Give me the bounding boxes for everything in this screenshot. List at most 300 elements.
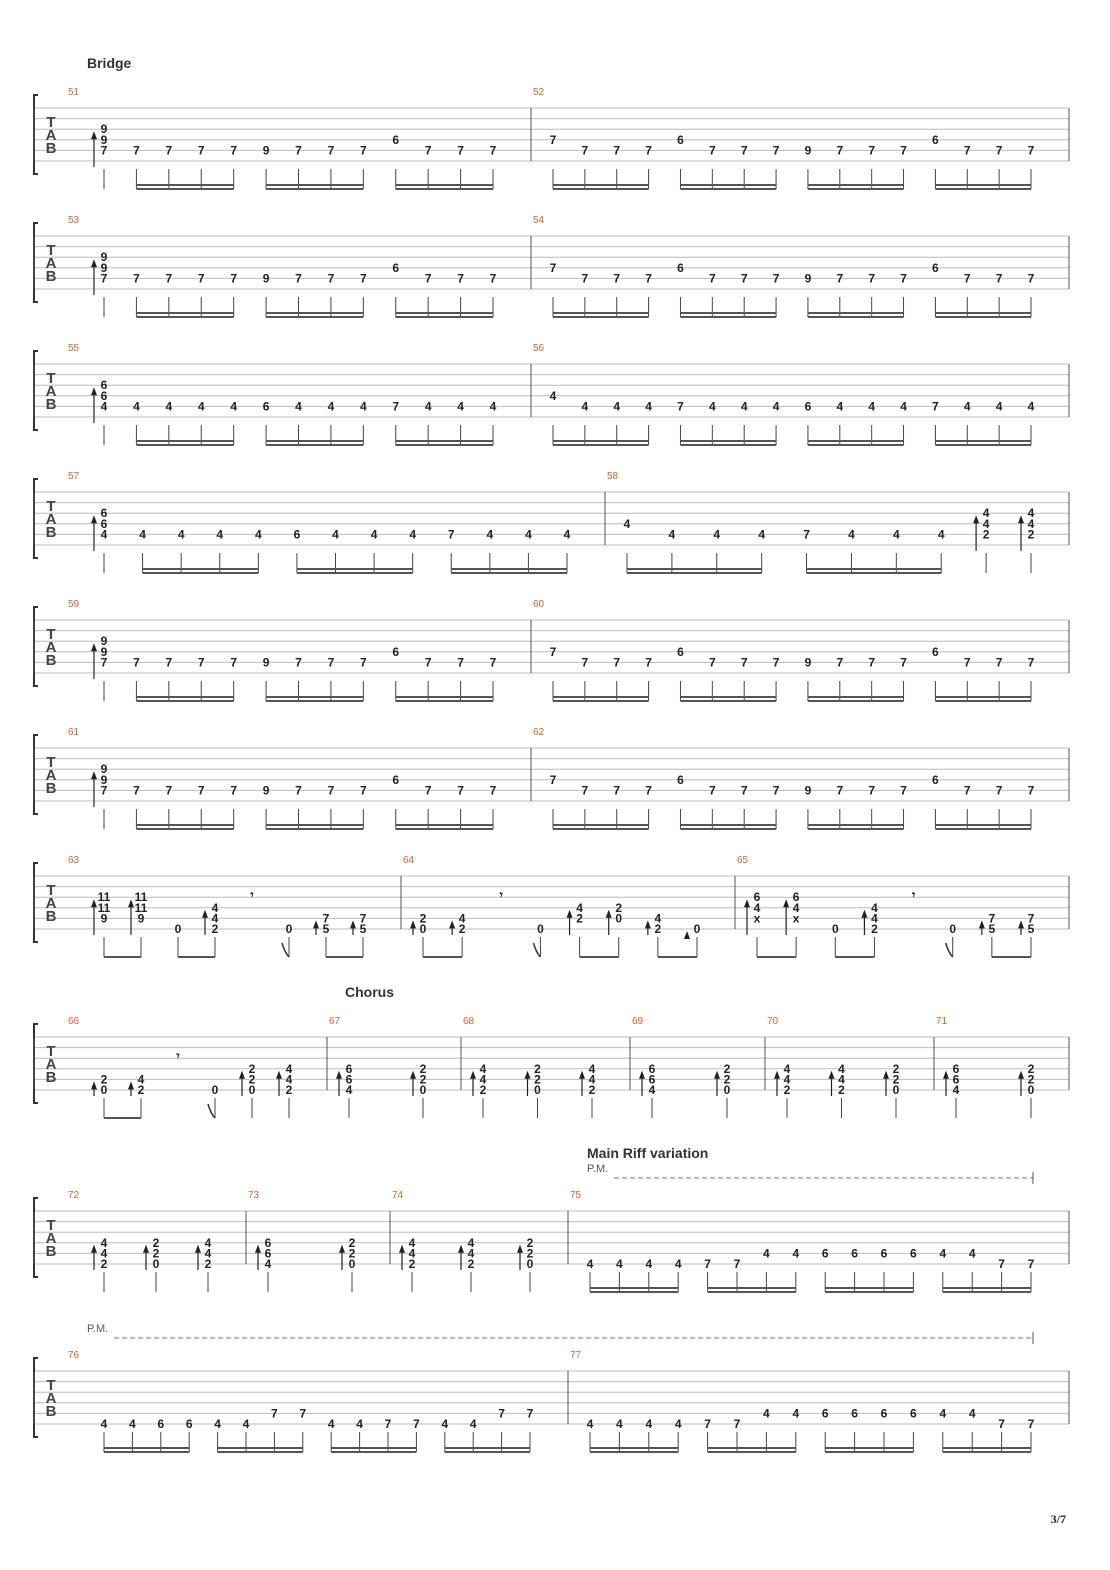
system-bracket: [34, 863, 38, 942]
fret-number: 4: [838, 1072, 845, 1087]
fret-number: 4: [586, 1417, 594, 1431]
fret-number: 4: [204, 1235, 212, 1250]
fret-number: 2: [723, 1061, 731, 1076]
fret-number: 5: [322, 922, 330, 936]
fret-number: 6: [392, 260, 400, 275]
fret-number: 4: [763, 1246, 770, 1261]
fret-number: 5: [1027, 922, 1035, 936]
fret-number: 7: [772, 143, 780, 158]
system-bracket: [34, 351, 38, 430]
fret-number: 11: [134, 900, 148, 915]
fret-number: 4: [871, 911, 878, 926]
fret-number: 4: [133, 399, 140, 414]
fret-number: 2: [588, 1083, 596, 1097]
fret-number: 6: [264, 1246, 272, 1261]
fret-number: 9: [262, 271, 270, 286]
fret-number: 6: [157, 1417, 165, 1431]
fret-number: 7: [359, 655, 367, 670]
fret-number: 6: [392, 772, 400, 787]
fret-number: 4: [254, 527, 262, 542]
fret-number: 7: [708, 271, 716, 286]
measure-number: 68: [463, 1016, 475, 1027]
fret-number: 7: [489, 143, 497, 158]
fret-number: 4: [563, 527, 571, 542]
fret-number: 4: [645, 1257, 653, 1271]
fret-number: 7: [772, 655, 780, 670]
fret-number: 2: [204, 1257, 212, 1271]
section-label: Bridge: [87, 55, 132, 71]
measure-number: 57: [68, 471, 80, 482]
fret-number: 6: [185, 1417, 193, 1431]
fret-number: 4: [648, 1083, 656, 1097]
eighth-rest: 𝄾: [250, 888, 254, 903]
fret-number: 7: [384, 1417, 392, 1431]
measure-number: 55: [68, 343, 80, 354]
fret-number: 4: [285, 1061, 293, 1076]
tab-system: [34, 343, 1069, 445]
fret-number: 7: [197, 783, 205, 798]
fret-number: 2: [615, 900, 623, 915]
fret-number: 7: [613, 143, 621, 158]
fret-number: 7: [327, 143, 335, 158]
fret-number: 4: [211, 900, 219, 915]
fret-number: 4: [285, 1072, 293, 1087]
fret-number: 4: [674, 1257, 682, 1271]
fret-number: 7: [549, 260, 557, 275]
tab-clef-letter: T: [46, 882, 56, 900]
fret-number: 7: [836, 655, 844, 670]
fret-number: 0: [285, 922, 293, 936]
fret-number: 4: [871, 900, 878, 915]
tab-system: [34, 215, 1069, 317]
tab-clef-letter: B: [45, 1403, 57, 1421]
fret-number: 7: [708, 143, 716, 158]
fret-number: 4: [1027, 399, 1035, 414]
fret-number: 7: [1027, 783, 1035, 798]
fret-number: 9: [804, 783, 812, 798]
fret-number: 6: [880, 1406, 888, 1421]
fret-number: 2: [1027, 1061, 1035, 1076]
fret-number: 7: [1027, 1257, 1035, 1271]
fret-number: 4: [327, 399, 335, 414]
fret-number: 6: [100, 506, 108, 521]
fret-number: 4: [588, 1061, 596, 1076]
fret-number: 6: [392, 132, 400, 147]
fret-number: 7: [230, 143, 238, 158]
fret-number: 7: [963, 783, 971, 798]
fret-number: 0: [211, 1083, 219, 1097]
measure-number: 63: [68, 855, 80, 866]
fret-number: 6: [804, 399, 812, 414]
fret-number: 4: [963, 399, 971, 414]
fret-number: 2: [783, 1083, 791, 1097]
fret-number: 4: [100, 1417, 108, 1431]
fret-number: 7: [581, 783, 589, 798]
fret-number: 6: [648, 1072, 656, 1087]
fret-number: 9: [262, 655, 270, 670]
tab-clef-letter: B: [45, 908, 57, 926]
fret-number: 0: [615, 911, 623, 926]
fret-number: 7: [677, 399, 684, 414]
palm-mute-label: P.M.: [587, 1163, 609, 1175]
section-label: Main Riff variation: [587, 1145, 709, 1161]
fret-number: 7: [424, 271, 432, 286]
fret-number: 7: [1027, 143, 1035, 158]
fret-number: 4: [467, 1246, 475, 1261]
fret-number: 6: [952, 1072, 960, 1087]
fret-number: 4: [100, 1246, 108, 1261]
fret-number: 4: [479, 1061, 487, 1076]
tab-clef-letter: B: [45, 140, 57, 158]
fret-number: 4: [100, 399, 108, 414]
fret-number: 7: [359, 271, 367, 286]
fret-number: 7: [327, 655, 335, 670]
measure-number: 70: [767, 1016, 779, 1027]
fret-number: 2: [100, 1072, 108, 1087]
fret-number: 7: [995, 655, 1003, 670]
system-bracket: [34, 479, 38, 558]
fret-number: 7: [271, 1406, 278, 1421]
fret-number: 2: [892, 1061, 900, 1076]
fret-number: 6: [910, 1246, 917, 1261]
fret-number: 7: [963, 655, 971, 670]
fret-number: 4: [327, 1417, 335, 1431]
fret-number: 4: [783, 1072, 791, 1087]
fret-number: 2: [467, 1257, 475, 1271]
eighth-flag: [208, 1104, 215, 1118]
fret-number: 4: [792, 1246, 800, 1261]
tab-clef-letter: A: [45, 1056, 57, 1074]
fret-number: 4: [792, 1406, 800, 1421]
fret-number: 7: [165, 655, 173, 670]
fret-number: 7: [549, 132, 557, 147]
fret-number: 7: [581, 143, 589, 158]
fret-number: 2: [534, 1061, 541, 1076]
tab-clef-letter: B: [45, 1243, 57, 1261]
fret-number: 2: [1027, 527, 1035, 542]
measure-number: 62: [533, 727, 545, 738]
fret-number: 7: [733, 1417, 741, 1431]
fret-number: 4: [758, 527, 766, 542]
system-bracket: [34, 607, 38, 686]
fret-number: 7: [704, 1417, 711, 1431]
fret-number: 4: [345, 1083, 353, 1097]
fret-number: 7: [327, 783, 335, 798]
fret-number: 4: [892, 527, 900, 542]
tab-clef-letter: T: [46, 1377, 56, 1395]
fret-number: 4: [197, 399, 205, 414]
section-label: Chorus: [345, 984, 394, 1000]
fret-number: 6: [932, 772, 939, 787]
fret-number: 7: [613, 271, 621, 286]
fret-number: 4: [708, 399, 716, 414]
fret-number: 2: [419, 911, 427, 926]
fret-number: 7: [165, 271, 173, 286]
fret-number: 6: [648, 1061, 656, 1076]
fret-number: 7: [424, 143, 432, 158]
fret-number: 6: [100, 388, 108, 403]
fret-number: 4: [409, 527, 417, 542]
tab-clef-letter: T: [46, 626, 56, 644]
measure-number: 59: [68, 599, 80, 610]
fret-number: 7: [613, 783, 621, 798]
fret-number: 2: [526, 1246, 534, 1261]
fret-number: 4: [838, 1061, 845, 1076]
fret-number: 4: [332, 527, 339, 542]
fret-number: 7: [359, 911, 367, 926]
fret-number: 2: [838, 1083, 845, 1097]
fret-number: 7: [197, 271, 205, 286]
fret-number: 7: [197, 143, 205, 158]
fret-number: 9: [137, 911, 145, 926]
fret-number: 7: [359, 143, 367, 158]
fret-number: 4: [216, 527, 224, 542]
fret-number: 4: [848, 527, 855, 542]
fret-number: 7: [836, 271, 844, 286]
fret-number: 4: [576, 900, 583, 915]
tab-clef-letter: T: [46, 754, 56, 772]
measure-number: 74: [392, 1190, 404, 1201]
fret-number: 4: [968, 1246, 976, 1261]
fret-number: 9: [100, 260, 108, 275]
tab-system: [34, 1323, 1069, 1452]
fret-number: 4: [900, 399, 907, 414]
fret-number: 7: [549, 772, 557, 787]
fret-number: 7: [447, 527, 455, 542]
fret-number: 6: [821, 1406, 829, 1421]
fret-number: 2: [419, 1061, 427, 1076]
fret-number: 4: [939, 1246, 947, 1261]
fret-number: 4: [370, 527, 378, 542]
fret-number: 6: [880, 1246, 888, 1261]
fret-number: 11: [97, 900, 111, 915]
fret-number: 4: [654, 911, 662, 926]
fret-number: 7: [733, 1257, 741, 1271]
fret-number: 4: [937, 527, 945, 542]
fret-number: 6: [851, 1246, 858, 1261]
fret-number: 4: [408, 1246, 416, 1261]
fret-number: 6: [851, 1406, 858, 1421]
tab-clef-letter: A: [45, 127, 57, 145]
fret-number: 7: [740, 271, 748, 286]
fret-number: 4: [616, 1417, 623, 1431]
fret-number: 4: [753, 900, 761, 915]
fret-number: 2: [479, 1083, 487, 1097]
fret-number: 7: [995, 783, 1003, 798]
tab-clef-letter: B: [45, 524, 57, 542]
fret-number: 2: [458, 922, 466, 936]
tab-clef-letter: B: [45, 396, 57, 414]
fret-number: 0: [526, 1257, 534, 1271]
fret-number: 4: [586, 1257, 594, 1271]
fret-number: 7: [133, 783, 140, 798]
fret-number: 4: [486, 527, 494, 542]
fret-number: 4: [982, 506, 990, 521]
fret-number: 2: [248, 1061, 256, 1076]
fret-number: 9: [100, 634, 108, 649]
fret-number: 7: [457, 655, 464, 670]
fret-number: x: [753, 911, 761, 926]
fret-number: 4: [616, 1257, 623, 1271]
fret-number: 7: [498, 1406, 505, 1421]
tab-clef-letter: T: [46, 498, 56, 516]
tab-clef-letter: B: [45, 268, 57, 286]
fret-number: 4: [968, 1406, 976, 1421]
fret-number: 4: [613, 399, 621, 414]
fret-number: 7: [457, 271, 464, 286]
fret-number: 0: [248, 1083, 256, 1097]
fret-number: 0: [723, 1083, 731, 1097]
fret-number: 7: [645, 655, 652, 670]
fret-number: 7: [489, 783, 497, 798]
measure-number: 60: [533, 599, 545, 610]
fret-number: 9: [100, 250, 108, 265]
fret-number: 6: [753, 890, 761, 905]
fret-number: 7: [230, 271, 238, 286]
fret-number: 2: [534, 1072, 541, 1087]
eighth-rest: 𝄾: [911, 888, 916, 903]
tab-clef-letter: T: [46, 1043, 56, 1061]
fret-number: 9: [100, 911, 108, 926]
fret-number: x: [792, 911, 800, 926]
fret-number: 7: [413, 1417, 420, 1431]
measure-number: 66: [68, 1016, 80, 1027]
fret-number: 7: [868, 655, 876, 670]
fret-number: 4: [424, 399, 432, 414]
fret-number: 7: [299, 1406, 307, 1421]
fret-number: 2: [654, 922, 662, 936]
fret-number: 7: [295, 143, 302, 158]
fret-number: 4: [100, 1235, 108, 1250]
fret-number: 2: [892, 1072, 900, 1087]
fret-number: 7: [900, 783, 907, 798]
fret-number: 4: [242, 1417, 250, 1431]
fret-number: 6: [677, 260, 684, 275]
fret-number: 7: [581, 655, 589, 670]
fret-number: 4: [982, 516, 990, 531]
tab-clef-letter: A: [45, 255, 57, 273]
eighth-rest: 𝄾: [176, 1049, 180, 1064]
fret-number: 2: [285, 1083, 293, 1097]
fret-number: 0: [348, 1257, 356, 1271]
tab-system: [34, 984, 1069, 1118]
fret-number: 7: [581, 271, 589, 286]
fret-number: 4: [165, 399, 173, 414]
measure-number: 77: [570, 1350, 582, 1361]
fret-number: 7: [900, 655, 907, 670]
fret-number: 2: [152, 1246, 160, 1261]
fret-number: 0: [949, 922, 957, 936]
fret-number: 4: [441, 1417, 449, 1431]
fret-number: 4: [995, 399, 1003, 414]
fret-number: 7: [489, 655, 497, 670]
measure-number: 67: [329, 1016, 341, 1027]
fret-number: 2: [408, 1257, 416, 1271]
fret-number: 7: [998, 1257, 1005, 1271]
system-bracket: [34, 1358, 38, 1437]
fret-number: 0: [892, 1083, 900, 1097]
fret-number: 6: [932, 644, 939, 659]
fret-number: 6: [910, 1406, 917, 1421]
fret-number: 7: [322, 911, 330, 926]
fret-number: 4: [740, 399, 748, 414]
tab-clef-letter: T: [46, 1217, 56, 1235]
fret-number: 4: [295, 399, 302, 414]
fret-number: 4: [668, 527, 676, 542]
fret-number: 7: [197, 655, 205, 670]
fret-number: 7: [1027, 655, 1035, 670]
fret-number: 4: [868, 399, 876, 414]
fret-number: 7: [100, 271, 108, 286]
fret-number: 7: [868, 143, 876, 158]
tab-system: [34, 471, 1069, 573]
fret-number: 7: [740, 783, 748, 798]
fret-number: 4: [100, 527, 108, 542]
fret-number: 7: [295, 655, 302, 670]
fret-number: 7: [327, 271, 335, 286]
fret-number: 6: [677, 132, 684, 147]
fret-number: 7: [963, 271, 971, 286]
measure-number: 64: [403, 855, 415, 866]
fret-number: 6: [677, 772, 684, 787]
fret-number: 7: [836, 143, 844, 158]
fret-number: 7: [868, 271, 876, 286]
fret-number: 0: [693, 922, 701, 936]
fret-number: 7: [613, 655, 621, 670]
measure-number: 69: [632, 1016, 644, 1027]
fret-number: 4: [581, 399, 589, 414]
fret-number: 4: [713, 527, 721, 542]
fret-number: 0: [1027, 1083, 1035, 1097]
fret-number: 7: [708, 655, 716, 670]
fret-number: 2: [137, 1083, 145, 1097]
system-bracket: [34, 1024, 38, 1103]
fret-number: 6: [677, 644, 684, 659]
fret-number: 0: [152, 1257, 160, 1271]
fret-number: 4: [763, 1406, 770, 1421]
tab-system: [34, 55, 1069, 189]
tab-system: [34, 855, 1069, 957]
fret-number: 4: [1027, 516, 1035, 531]
fret-number: 4: [211, 911, 219, 926]
fret-number: 9: [804, 143, 812, 158]
system-bracket: [34, 1198, 38, 1277]
fret-number: 4: [588, 1072, 596, 1087]
tab-clef-letter: T: [46, 242, 56, 260]
measure-number: 58: [607, 471, 619, 482]
fret-number: 9: [100, 772, 108, 787]
fret-number: 7: [995, 271, 1003, 286]
fret-number: 7: [900, 143, 907, 158]
tab-clef-letter: B: [45, 652, 57, 670]
tab-clef-letter: A: [45, 895, 57, 913]
fret-number: 7: [100, 783, 108, 798]
fret-number: 7: [392, 399, 400, 414]
measure-number: 56: [533, 343, 545, 354]
eighth-flag: [946, 943, 953, 957]
fret-number: 6: [821, 1246, 829, 1261]
tab-system: [34, 727, 1069, 829]
fret-number: 7: [998, 1417, 1005, 1431]
fret-number: 4: [230, 399, 238, 414]
fret-number: 9: [100, 132, 108, 147]
fret-number: 4: [674, 1417, 682, 1431]
fret-number: 7: [900, 271, 907, 286]
fret-number: 7: [133, 655, 140, 670]
fret-number: 4: [952, 1083, 960, 1097]
tab-clef-letter: A: [45, 383, 57, 401]
fret-number: 7: [645, 143, 652, 158]
